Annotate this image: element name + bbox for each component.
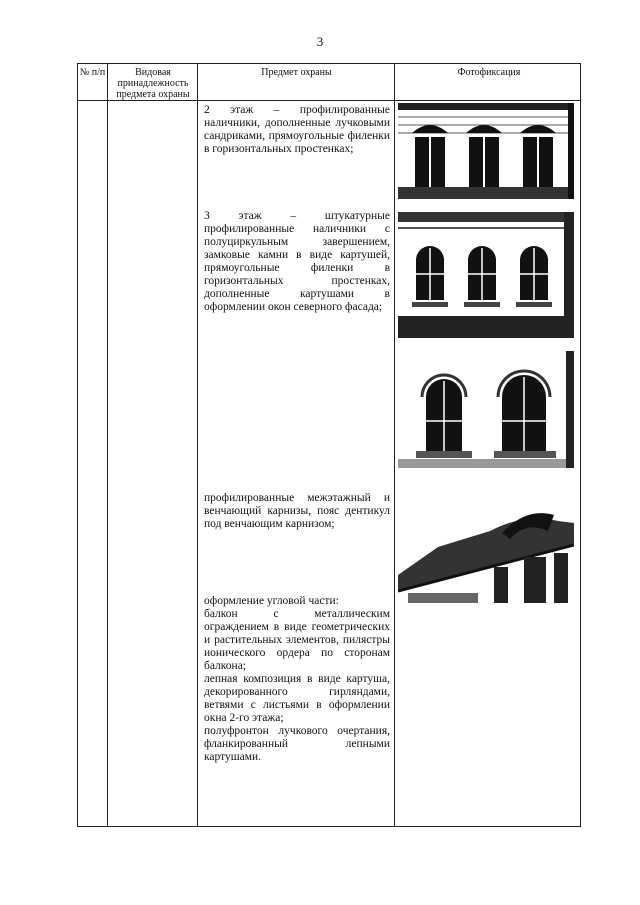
subject-text: оформление угловой части: (204, 595, 339, 607)
column-divider (394, 64, 395, 826)
protection-table (77, 63, 581, 827)
header-photo: Фотофиксация (457, 67, 521, 78)
header-subject: Предмет охраны (261, 67, 332, 78)
subject-text: 3 этаж – штукатурные профилированные наличники с полуциркульным завершением, замковые камни в виде картушей, прямоугольные филенки в горизонтальных простенках, дополненные картушами в оформлении окон северного фасада; (204, 210, 390, 313)
subject-floor2 (204, 104, 390, 156)
photo-arched (398, 351, 574, 468)
subject-text: профилированные межэтажный и венчающий карнизы, пояс дентикул под венчающим карнизом; (204, 492, 390, 530)
subject-text: 2 этаж – профилированные наличники, дополненные лучковыми сандриками, прямоугольные филенки в горизонтальных простенках; (204, 104, 390, 155)
photo-floor2 (398, 103, 574, 199)
subject-corner (204, 595, 390, 764)
photo-floor3 (398, 212, 574, 338)
page-number: 3 (316, 34, 324, 49)
subject-text: балкон с металлическим ограждением в виде геометрических и растительных элементов, пилястры ионического ордера по сторонам балкона; (204, 608, 390, 672)
header-type: Видовая принадлежность предмета охраны (116, 67, 190, 100)
subject-text: полуфронтон лучкового очертания, фланкированный лепными картушами. (204, 725, 390, 763)
photo-corner (398, 505, 574, 603)
column-divider (197, 64, 198, 826)
subject-floor3 (204, 210, 390, 314)
subject-cornices (204, 492, 390, 531)
subject-text: лепная композиция в виде картуша, декорированного гирляндами, ветвями с листьями в оформлении окна 2-го этажа; (204, 673, 390, 724)
header-number: № п/п (79, 67, 106, 78)
header-divider (78, 100, 580, 101)
column-divider (107, 64, 108, 826)
